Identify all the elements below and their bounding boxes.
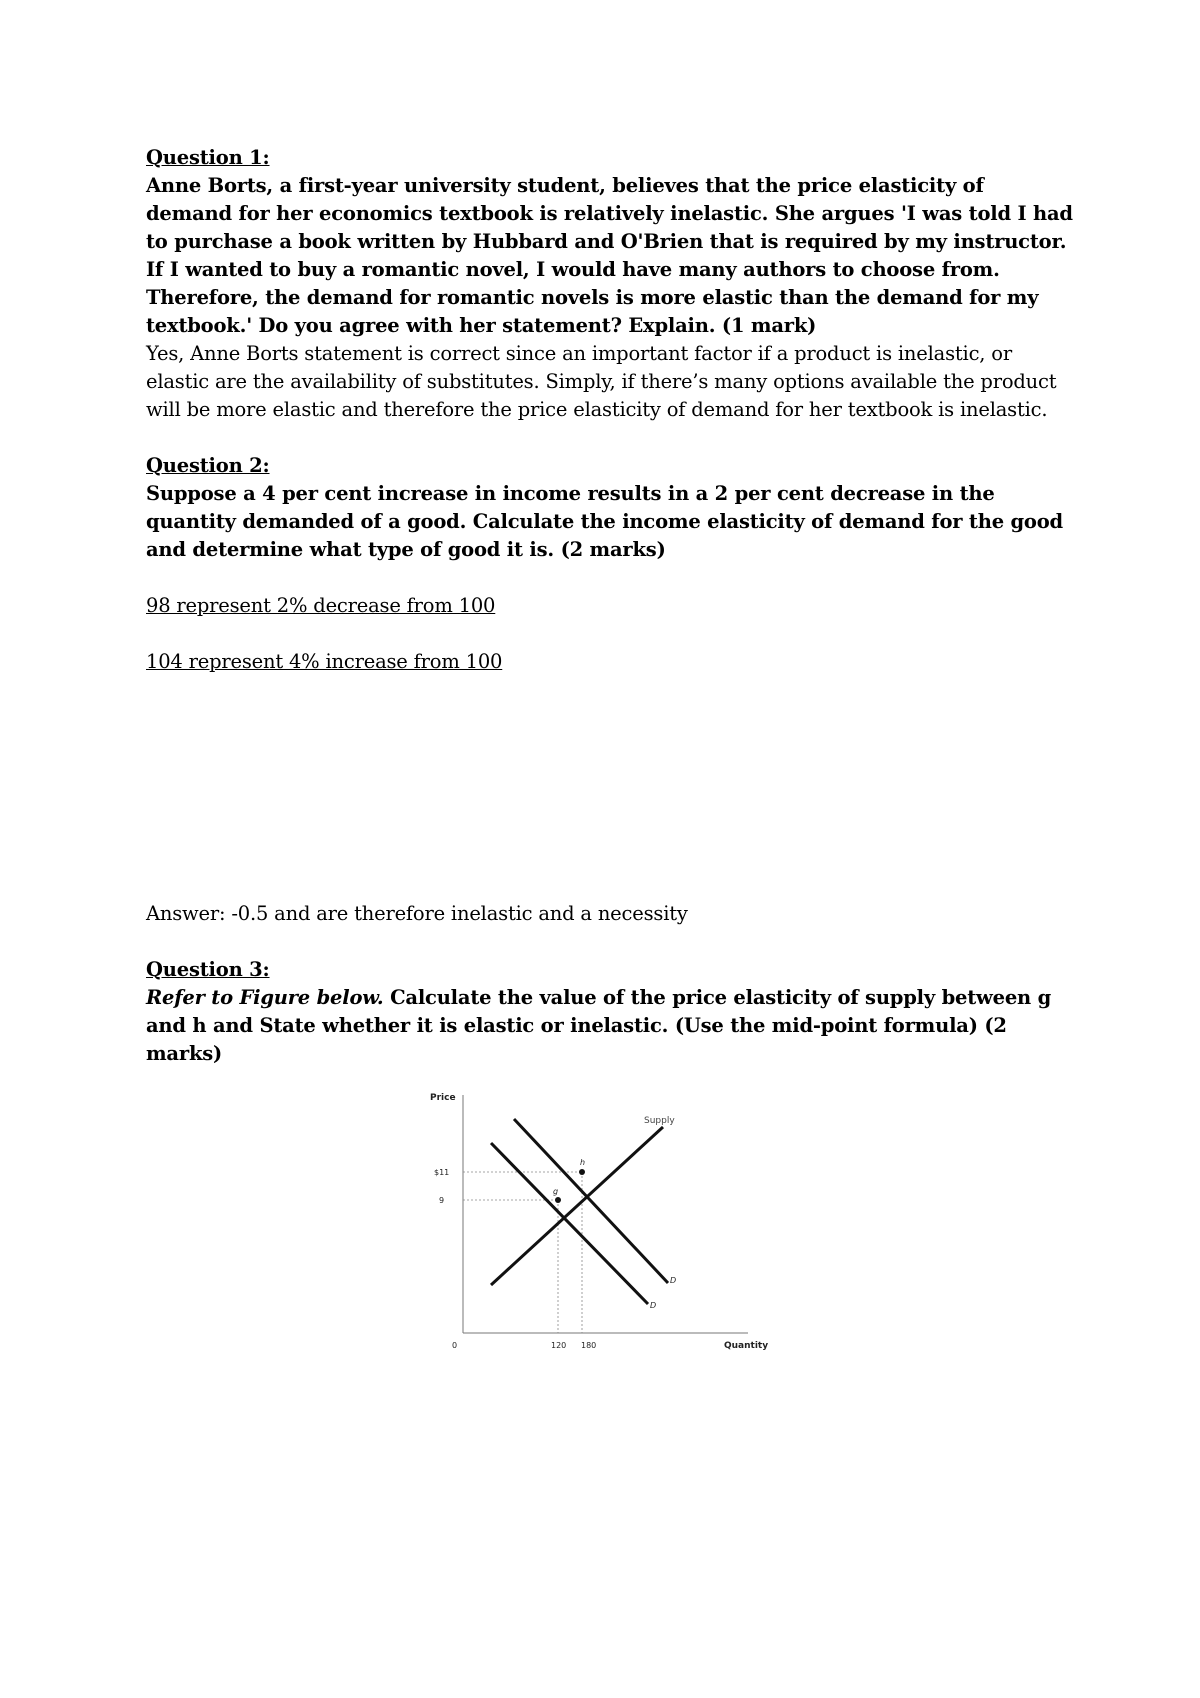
question-1-heading: Question 1: <box>146 146 270 169</box>
supply-label: Supply <box>644 1116 675 1126</box>
question-2-heading: Question 2: <box>146 454 270 477</box>
point-h-label: h <box>580 1158 586 1167</box>
question-3-prompt-italic: Refer to Figure below. <box>146 986 384 1009</box>
point-g <box>555 1197 561 1203</box>
y-tick-label-9: 9 <box>439 1196 445 1205</box>
point-g-label: g <box>553 1187 559 1196</box>
x-axis-label: Quantity <box>724 1341 769 1351</box>
demand-label-2: D <box>670 1276 677 1285</box>
origin-label: 0 <box>452 1341 458 1350</box>
question-3-heading: Question 3: <box>146 958 270 981</box>
y-tick-label-11: $11 <box>434 1168 450 1177</box>
supply-curve <box>491 1127 663 1285</box>
demand-label-1: D <box>650 1301 657 1310</box>
y-axis-label: Price <box>430 1093 456 1103</box>
question-1-prompt: Anne Borts, a first-year university student, believes that the price elasticity of demand for her economics textbook is relatively inelastic. She argues 'I was told I had to purchase a book written by Hubbard and O'Brien that is required by my instructor. If I wanted to buy a romantic novel, I would have many authors to choose from. Therefore, the demand for romantic novels is more elastic than the demand for my textbook.' Do you agree with her statement? Explain. (1 mark) <box>146 174 1073 337</box>
question-2-work-line-2: 104 represent 4% increase from 100 <box>146 650 503 673</box>
demand-curve-original <box>491 1143 648 1304</box>
question-3-prompt-rest: Calculate the value of the price elasticity of supply between g and h and State whether it is elastic or inelastic. (Use the mid-point formula) (2 marks) <box>146 986 1052 1065</box>
question-2-work-line-1: 98 represent 2% decrease from 100 <box>146 594 496 617</box>
question-2-prompt: Suppose a 4 per cent increase in income results in a 2 per cent decrease in the quantity demanded of a good. Calculate the income elasticity of demand for the good and determine what type of good it is. (2 marks) <box>146 482 1063 561</box>
point-h <box>579 1169 585 1175</box>
supply-demand-chart <box>418 1085 778 1355</box>
question-1-answer: Yes, Anne Borts statement is correct since an important factor if a product is inelastic, or elastic are the availability of substitutes. Simply, if there’s many options available the product will be more elastic and therefore the price elasticity of demand for her textbook is inelastic. <box>146 342 1057 421</box>
document-page <box>146 144 1076 1068</box>
question-2-answer: Answer: -0.5 and are therefore inelastic and a necessity <box>146 902 688 925</box>
supply-demand-figure <box>418 1085 778 1355</box>
question-3-prompt <box>146 984 1076 1068</box>
x-tick-label-120: 120 <box>551 1341 567 1350</box>
x-tick-label-180: 180 <box>581 1341 597 1350</box>
